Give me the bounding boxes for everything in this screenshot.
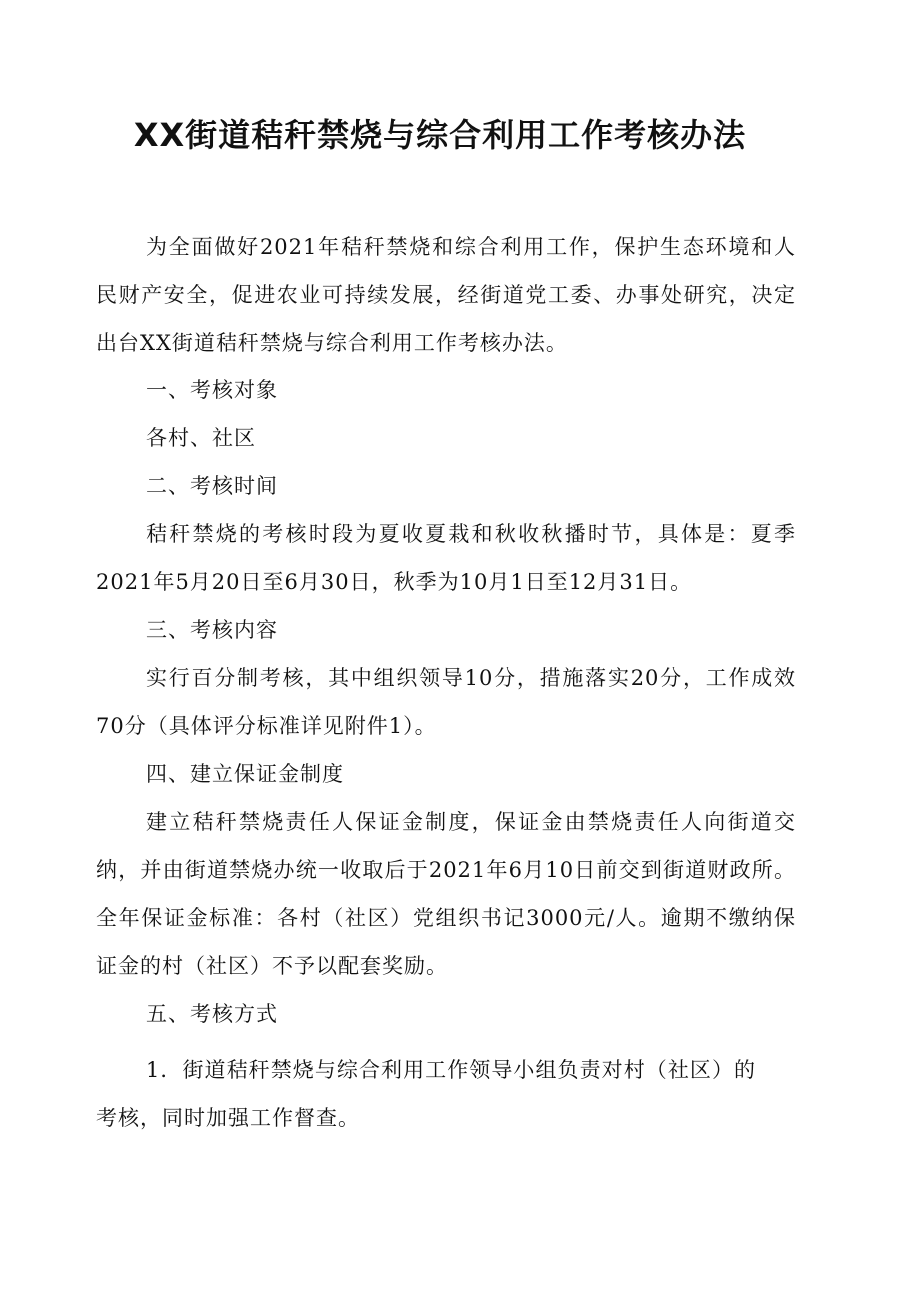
section-heading-target: 一、考核对象 (146, 378, 278, 402)
section-body-time: 秸秆禁烧的考核时段为夏收夏栽和秋收秋播时节，具体是：夏季2021年5月20日至6月30日，秋季为10月1日至12月31日。 (96, 522, 796, 594)
section-heading-time: 二、考核时间 (146, 474, 278, 498)
section-body-5-block (96, 1046, 756, 1142)
section-heading-4-block (96, 750, 796, 798)
section-body-content: 实行百分制考核，其中组织领导10分，措施落实20分，工作成效70分（具体评分标准详见附件1）。 (96, 666, 796, 738)
section-body-4-block (96, 798, 796, 990)
section-heading-1-block (96, 366, 796, 414)
section-body-deposit: 建立秸秆禁烧责任人保证金制度，保证金由禁烧责任人向街道交纳，并由街道禁烧办统一收取后于2021年6月10日前交到街道财政所。全年保证金标准：各村（社区）党组织书记3000元/人。逾期不缴纳保证金的村（社区）不予以配套奖励。 (96, 810, 796, 978)
section-body-2-block (96, 510, 796, 606)
section-heading-5-block (96, 990, 796, 1038)
section-heading-deposit: 四、建立保证金制度 (146, 762, 344, 786)
section-body-target: 各村、社区 (146, 426, 256, 450)
section-heading-method: 五、考核方式 (146, 1002, 278, 1026)
section-heading-content: 三、考核内容 (146, 618, 278, 642)
section-body-3-block (96, 654, 796, 750)
section-heading-2-block (96, 462, 796, 510)
section-body-method: 1．街道秸秆禁烧与综合利用工作领导小组负责对村（社区）的考核，同时加强工作督查。 (96, 1058, 756, 1130)
section-body-1-block (96, 414, 796, 462)
intro-text: 为全面做好2021年秸秆禁烧和综合利用工作，保护生态环境和人民财产安全，促进农业可持续发展，经街道党工委、办事处研究，决定出台XX街道秸秆禁烧与综合利用工作考核办法。 (96, 235, 796, 355)
document-title: XX街道秸秆禁烧与综合利用工作考核办法 (133, 116, 747, 154)
section-heading-3-block (96, 606, 796, 654)
intro-paragraph (96, 223, 796, 367)
